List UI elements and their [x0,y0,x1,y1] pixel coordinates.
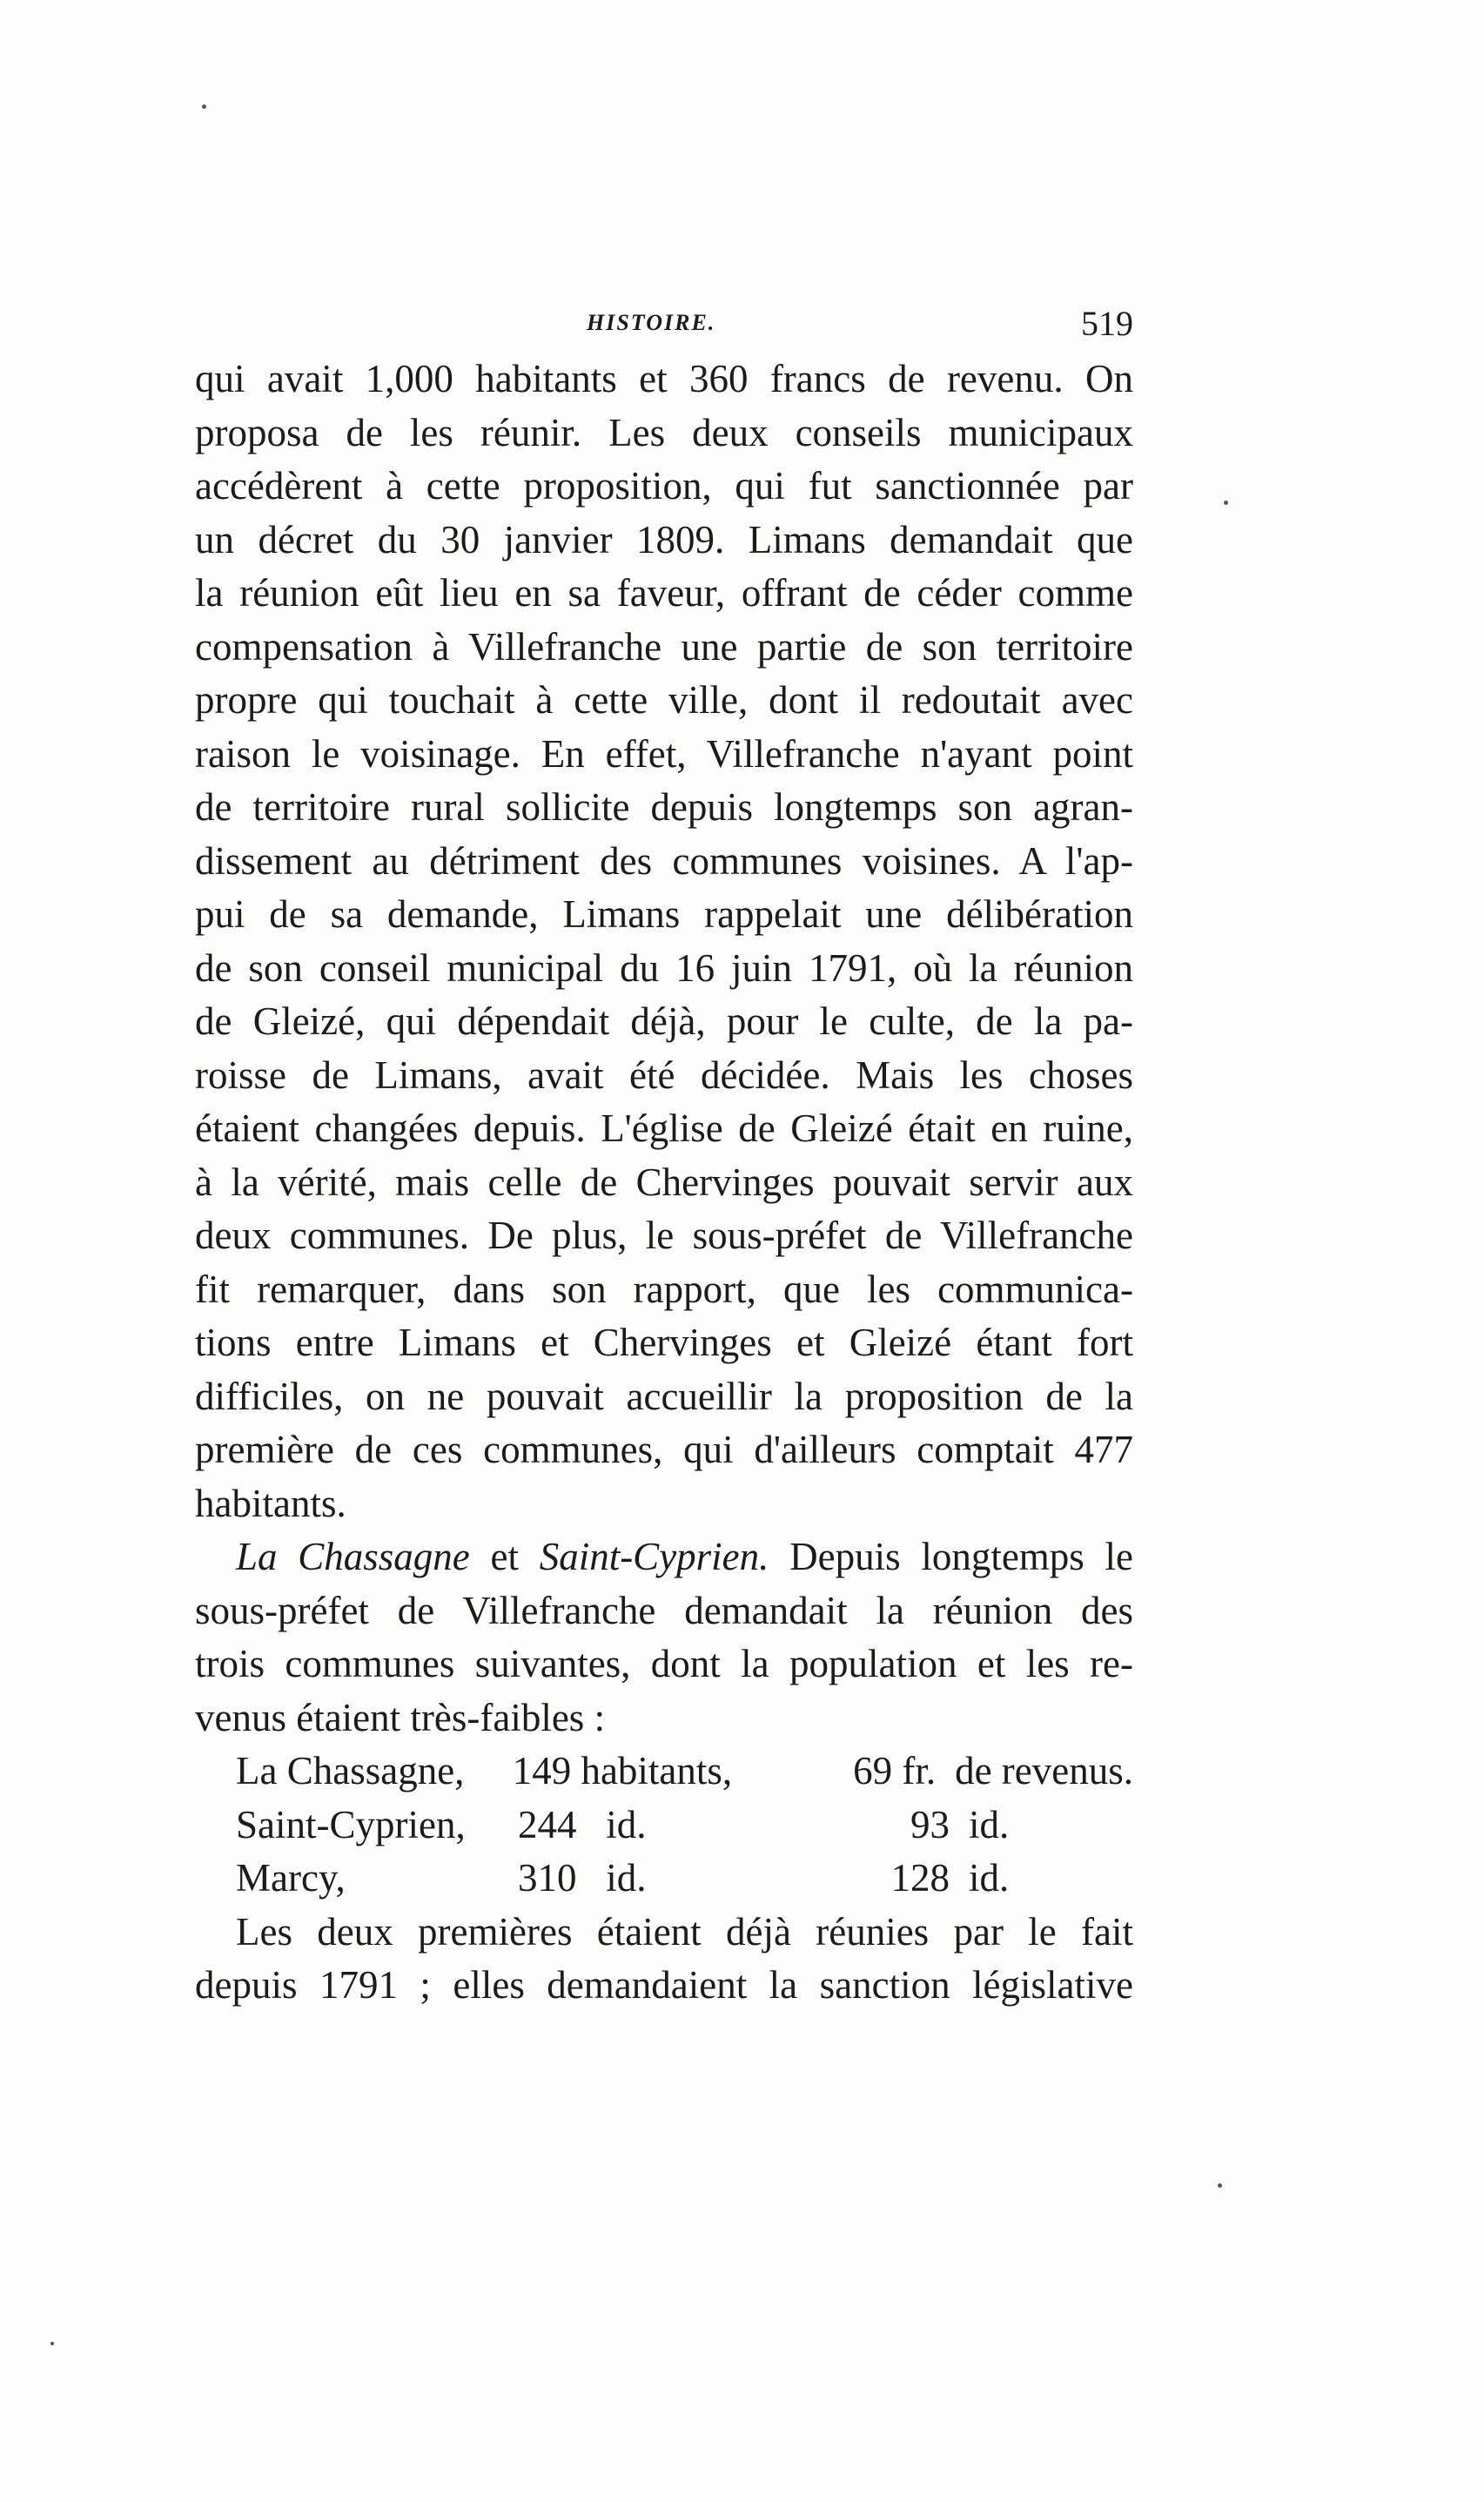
text-line: fit remarquer, dans son rapport, que les communica- [195,1267,1133,1311]
text-line: étaient changées depuis. L'église de Gleizé était en ruine, [195,1106,1133,1150]
commune-revenue-unit: de revenus. [955,1749,1133,1792]
heading-commune-1: La Chassagne [236,1535,470,1578]
heading-rest: Depuis longtemps le [789,1535,1134,1578]
text-line: depuis 1791 ; elles demandaient la sanction législative [195,1963,1133,2007]
scan-speck [1218,2183,1222,2188]
text-line: première de ces communes, qui d'ailleurs comptait 477 [195,1428,1133,1471]
text-line: proposa de les réunir. Les deux conseils municipaux [195,410,1133,454]
running-head: HISTOIRE. [587,310,716,335]
text-line: dissement au détriment des communes voisines. A l'ap- [195,838,1133,883]
text-line: roisse de Limans, avait été décidée. Mais les choses [195,1053,1133,1097]
table-row [195,1799,1133,1853]
paragraph-heading-line [195,1530,1133,1584]
text-line: un décret du 30 janvier 1809. Limans demandait que [195,517,1133,562]
table-row [195,1745,1133,1799]
text-line: pui de sa demande, Limans rappelait une délibération [195,892,1133,936]
text-line: tions entre Limans et Chervinges et Gleizé étant fort [195,1321,1133,1364]
commune-name: Saint-Cyprien, [236,1802,466,1846]
text-line: de Gleizé, qui dépendait déjà, pour le culte, de la pa- [195,999,1133,1043]
text-line: de son conseil municipal du 16 juin 1791, où la réunion [195,945,1133,990]
scan-speck [1224,501,1228,505]
text-line: difficiles, on ne pouvait accueillir la proposition de la [195,1374,1133,1418]
text-line: accédèrent à cette proposition, qui fut sanctionnée par [195,464,1133,508]
commune-population: 149 habitants, [512,1749,733,1792]
paragraph-3 [195,1906,1133,2013]
commune-revenue: 69 fr. [853,1749,937,1792]
heading-connector: et [490,1535,519,1578]
page-number: 519 [1081,304,1133,343]
heading-commune-2: Saint-Cyprien. [539,1535,769,1578]
text-line: qui avait 1,000 habitants et 360 francs de revenu. On [195,357,1133,400]
text-line: trois communes suivantes, dont la population et les re- [195,1642,1133,1685]
paragraph-1 [195,353,1133,1530]
scan-speck [202,104,206,109]
text-line: venus étaient très-faibles : [195,1695,606,1739]
text-line: la réunion eût lieu en sa faveur, offrant de céder comme [195,571,1133,615]
table-row [195,1852,1133,1906]
text-line: compensation à Villefranche une partie de son territoire [195,624,1133,669]
scan-speck [50,2342,54,2345]
commune-revenue: 93 [910,1802,950,1846]
commune-name: Marcy, [236,1856,346,1900]
text-line: habitants. [195,1481,346,1525]
page-header [195,303,1133,350]
body-text [195,353,1133,2013]
commune-revenue-unit: id. [969,1856,1010,1900]
text-line: de territoire rural sollicite depuis longtemps son agran- [195,785,1133,829]
commune-revenue-unit: id. [969,1802,1010,1846]
text-line: sous-préfet de Villefranche demandait la réunion des [195,1588,1133,1632]
text-line: Les deux premières étaient déjà réunies par le fait [236,1909,1133,1954]
paragraph-2 [195,1530,1133,1745]
text-line: à la vérité, mais celle de Chervinges pouvait servir aux [195,1160,1133,1204]
commune-name: La Chassagne, [236,1749,465,1792]
text-line: raison le voisinage. En effet, Villefranche n'ayant point [195,731,1133,776]
commune-population: 244 id. [518,1802,647,1846]
commune-revenue: 128 [890,1856,950,1900]
text-line: deux communes. De plus, le sous-préfet de Villefranche [195,1214,1133,1257]
communes-table [195,1745,1133,1906]
commune-population: 310 id. [518,1856,647,1900]
text-line: propre qui touchait à cette ville, dont il redoutait avec [195,678,1133,722]
